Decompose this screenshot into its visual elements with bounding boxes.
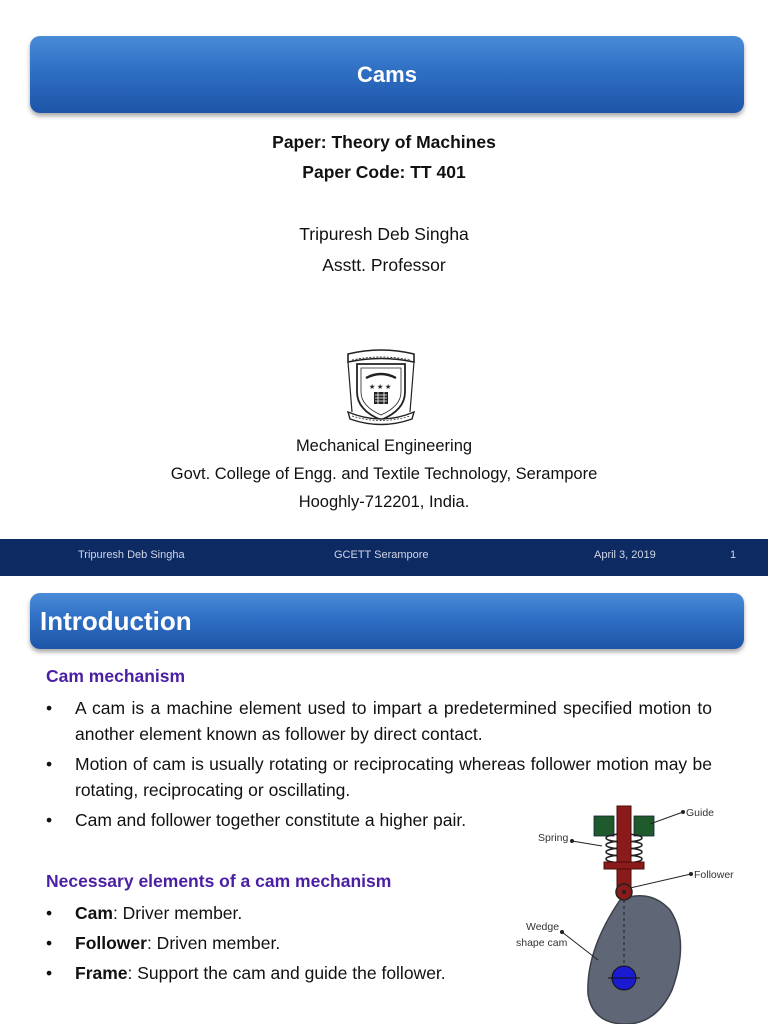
list-item: • Motion of cam is usually rotating or reciprocating whereas follower motion may be rotating, reciprocating or oscillating.	[46, 751, 712, 803]
label-guide: Guide	[686, 807, 715, 819]
label-spring: Spring	[538, 832, 569, 844]
element-description: : Driven member.	[146, 933, 281, 953]
wedge-cam-shape	[588, 896, 681, 1024]
college-emblem-icon	[342, 348, 420, 426]
footer-author: Tripuresh Deb Singha	[78, 549, 185, 561]
author-designation: Asstt. Professor	[322, 255, 446, 275]
guide-block-right	[634, 816, 654, 836]
element-term: Cam	[75, 903, 113, 923]
follower-collar	[604, 862, 644, 869]
footer-institute: GCETT Serampore	[334, 549, 429, 561]
element-term: Frame	[75, 963, 128, 983]
elements-bullet-list	[46, 900, 506, 990]
department-name: Mechanical Engineering	[295, 437, 473, 455]
slide-title: Cams	[357, 61, 417, 87]
element-description: : Driver member.	[112, 903, 243, 923]
paper-code: Paper Code: TT 401	[302, 162, 466, 182]
svg-text:★: ★	[369, 384, 376, 391]
cam-follower-diagram	[500, 800, 768, 1024]
college-address: Hooghly-712201, India.	[298, 493, 470, 511]
paper-name: Paper: Theory of Machines	[272, 132, 496, 152]
footer-page-number: 1	[730, 549, 737, 561]
college-name: Govt. College of Engg. and Textile Technology, Serampore	[170, 465, 598, 483]
slide-footer	[0, 539, 768, 576]
label-wedge: Wedge	[526, 921, 560, 933]
slide-title: Introduction	[40, 605, 192, 636]
follower-rod	[617, 806, 631, 892]
guide-block-left	[594, 816, 614, 836]
section-heading-necessary-elements: Necessary elements of a cam mechanism	[46, 871, 392, 891]
element-description: : Support the cam and guide the follower.	[127, 963, 446, 983]
slide-title-bar	[30, 36, 744, 113]
label-follower: Follower	[694, 869, 734, 881]
list-item	[46, 900, 506, 926]
element-term: Follower	[75, 933, 147, 953]
list-item	[46, 930, 506, 956]
section-heading-cam-mechanism: Cam mechanism	[46, 666, 186, 686]
svg-text:★: ★	[385, 384, 392, 391]
footer-date: April 3, 2019	[594, 549, 656, 561]
introduction-slide	[0, 576, 768, 1024]
list-item: • Cam and follower together constitute a higher pair.	[46, 807, 712, 833]
slide-title-bar	[30, 593, 744, 649]
svg-text:★: ★	[377, 384, 384, 391]
label-shape-cam: shape cam	[516, 937, 568, 949]
list-item: • A cam is a machine element used to impart a predetermined specified motion to another element known as follower by direct contact.	[46, 695, 712, 747]
list-item	[46, 960, 506, 986]
author-name: Tripuresh Deb Singha	[299, 224, 469, 244]
